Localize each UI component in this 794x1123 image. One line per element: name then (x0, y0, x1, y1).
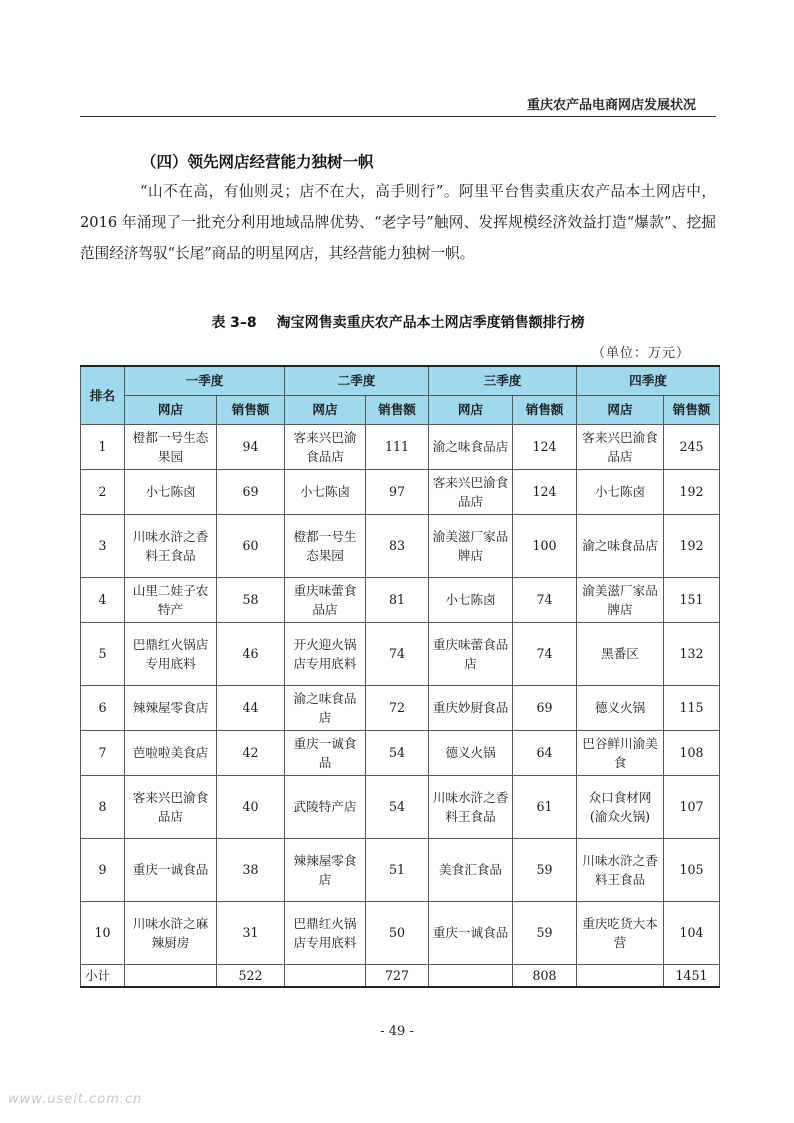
sales-cell: 54 (366, 730, 429, 775)
shop-cell: 德义火锅 (429, 730, 513, 775)
sales-cell: 111 (366, 424, 429, 469)
rank-cell: 2 (81, 469, 125, 514)
shop-cell: 渝之味食品店 (429, 424, 513, 469)
shop-cell: 渝美滋厂家品牌店 (577, 577, 664, 622)
shop-cell: 小七陈卤 (285, 469, 366, 514)
sales-cell: 60 (217, 514, 285, 577)
sales-cell: 50 (366, 901, 429, 964)
shop-header: 网店 (429, 395, 513, 424)
sales-cell: 72 (366, 685, 429, 730)
shop-cell: 橙都一号生态果园 (285, 514, 366, 577)
sales-cell: 124 (513, 424, 577, 469)
table-row (81, 685, 720, 730)
sales-cell: 54 (366, 775, 429, 838)
sales-cell: 97 (366, 469, 429, 514)
shop-cell: 辣辣屋零食店 (285, 838, 366, 901)
subtotal-value: 808 (513, 964, 577, 987)
quarter-header: 三季度 (429, 366, 577, 395)
subtotal-label: 小计 (81, 964, 125, 987)
rank-cell: 9 (81, 838, 125, 901)
shop-cell: 巴谷鲜川渝美食 (577, 730, 664, 775)
shop-cell: 渝之味食品店 (285, 685, 366, 730)
table-row (81, 577, 720, 622)
sales-cell: 59 (513, 838, 577, 901)
table-row (81, 514, 720, 577)
shop-cell: 众口食材网(渝众火锅) (577, 775, 664, 838)
shop-cell: 小七陈卤 (429, 577, 513, 622)
sales-cell: 61 (513, 775, 577, 838)
empty-cell (577, 964, 664, 987)
sales-header: 销售额 (664, 395, 720, 424)
sales-cell: 81 (366, 577, 429, 622)
shop-cell: 客来兴巴渝食品店 (429, 469, 513, 514)
shop-cell: 开火迎火锅店专用底料 (285, 622, 366, 685)
running-header: 重庆农产品电商网店发展状况 (526, 98, 696, 113)
rank-cell: 5 (81, 622, 125, 685)
rank-cell: 7 (81, 730, 125, 775)
table-caption-number: 表 3–8 (211, 315, 257, 331)
sales-cell: 108 (664, 730, 720, 775)
shop-cell: 重庆味蕾食品店 (429, 622, 513, 685)
shop-cell: 芭啦啦美食店 (125, 730, 217, 775)
quarter-header: 二季度 (285, 366, 429, 395)
table-row (81, 622, 720, 685)
watermark: www.useit.com.cn (8, 1092, 143, 1107)
rank-cell: 3 (81, 514, 125, 577)
shop-cell: 黑番区 (577, 622, 664, 685)
table-caption (80, 312, 716, 332)
subtotal-value: 727 (366, 964, 429, 987)
sales-cell: 83 (366, 514, 429, 577)
subtotal-row (81, 964, 720, 987)
shop-cell: 德义火锅 (577, 685, 664, 730)
shop-cell: 巴鼎红火锅店专用底料 (125, 622, 217, 685)
sales-cell: 100 (513, 514, 577, 577)
rank-cell: 6 (81, 685, 125, 730)
shop-cell: 客来兴巴渝食品店 (577, 424, 664, 469)
sales-cell: 51 (366, 838, 429, 901)
shop-cell: 客来兴巴渝食品店 (285, 424, 366, 469)
sales-cell: 74 (366, 622, 429, 685)
table-caption-title: 淘宝网售卖重庆农产品本土网店季度销售额排行榜 (276, 315, 585, 331)
sales-cell: 38 (217, 838, 285, 901)
sales-cell: 44 (217, 685, 285, 730)
shop-cell: 川味水浒之麻辣厨房 (125, 901, 217, 964)
shop-cell: 渝美滋厂家品牌店 (429, 514, 513, 577)
sales-ranking-table (80, 365, 720, 988)
shop-header: 网店 (285, 395, 366, 424)
header-rule (80, 116, 716, 117)
sales-cell: 151 (664, 577, 720, 622)
sales-cell: 115 (664, 685, 720, 730)
table-row (81, 838, 720, 901)
shop-cell: 小七陈卤 (577, 469, 664, 514)
rank-header: 排名 (81, 366, 125, 424)
quarter-header: 四季度 (577, 366, 720, 395)
empty-cell (429, 964, 513, 987)
sales-cell: 58 (217, 577, 285, 622)
sales-cell: 42 (217, 730, 285, 775)
shop-cell: 川味水浒之香料王食品 (577, 838, 664, 901)
sales-cell: 40 (217, 775, 285, 838)
shop-cell: 辣辣屋零食店 (125, 685, 217, 730)
shop-header: 网店 (577, 395, 664, 424)
shop-cell: 重庆一诚食品 (429, 901, 513, 964)
sales-cell: 105 (664, 838, 720, 901)
table-row (81, 901, 720, 964)
subtotal-value: 1451 (664, 964, 720, 987)
sales-header: 销售额 (513, 395, 577, 424)
table-row (81, 730, 720, 775)
sales-cell: 64 (513, 730, 577, 775)
empty-cell (125, 964, 217, 987)
rank-cell: 10 (81, 901, 125, 964)
quarter-header: 一季度 (125, 366, 285, 395)
shop-cell: 重庆一诚食品 (125, 838, 217, 901)
shop-header: 网店 (125, 395, 217, 424)
unit-note: （单位：万元） (591, 346, 690, 361)
sales-cell: 124 (513, 469, 577, 514)
sales-cell: 132 (664, 622, 720, 685)
shop-cell: 武陵特产店 (285, 775, 366, 838)
rank-cell: 1 (81, 424, 125, 469)
shop-cell: 小七陈卤 (125, 469, 217, 514)
sales-cell: 192 (664, 469, 720, 514)
body-paragraph: “山不在高，有仙则灵；店不在大，高手则行”。阿里平台售卖重庆农产品本土网店中，2016 年涌现了一批充分利用地域品牌优势、“老字号”触网、发挥规模经济效益打造“爆款”、挖掘范围经济驾驭“长尾”商品的明星网店，其经营能力独树一帜。 (80, 183, 716, 262)
shop-cell: 美食汇食品 (429, 838, 513, 901)
sales-cell: 46 (217, 622, 285, 685)
shop-cell: 川味水浒之香料王食品 (429, 775, 513, 838)
sales-cell: 31 (217, 901, 285, 964)
shop-cell: 橙都一号生态果园 (125, 424, 217, 469)
empty-cell (285, 964, 366, 987)
shop-cell: 川味水浒之香料王食品 (125, 514, 217, 577)
sales-cell: 192 (664, 514, 720, 577)
sales-header: 销售额 (366, 395, 429, 424)
table-body (81, 424, 720, 987)
shop-cell: 重庆妙厨食品 (429, 685, 513, 730)
section-heading: （四）领先网店经营能力独树一帜 (141, 153, 374, 171)
rank-cell: 8 (81, 775, 125, 838)
quarter-header-row (81, 366, 720, 395)
shop-cell: 渝之味食品店 (577, 514, 664, 577)
sales-cell: 245 (664, 424, 720, 469)
sales-cell: 74 (513, 577, 577, 622)
shop-cell: 巴鼎红火锅店专用底料 (285, 901, 366, 964)
page-number: - 49 - (380, 1024, 414, 1039)
body-paragraph-block (80, 176, 716, 269)
sales-cell: 69 (217, 469, 285, 514)
sales-cell: 74 (513, 622, 577, 685)
sales-cell: 59 (513, 901, 577, 964)
sales-cell: 69 (513, 685, 577, 730)
table-row (81, 775, 720, 838)
shop-cell: 客来兴巴渝食品店 (125, 775, 217, 838)
sales-cell: 107 (664, 775, 720, 838)
sub-header-row (81, 395, 720, 424)
shop-cell: 重庆味蕾食品店 (285, 577, 366, 622)
sales-cell: 94 (217, 424, 285, 469)
sales-header: 销售额 (217, 395, 285, 424)
shop-cell: 重庆一诚食品 (285, 730, 366, 775)
subtotal-value: 522 (217, 964, 285, 987)
table-row (81, 424, 720, 469)
sales-cell: 104 (664, 901, 720, 964)
shop-cell: 山里二娃子农特产 (125, 577, 217, 622)
shop-cell: 重庆吃货大本营 (577, 901, 664, 964)
rank-cell: 4 (81, 577, 125, 622)
table-row (81, 469, 720, 514)
